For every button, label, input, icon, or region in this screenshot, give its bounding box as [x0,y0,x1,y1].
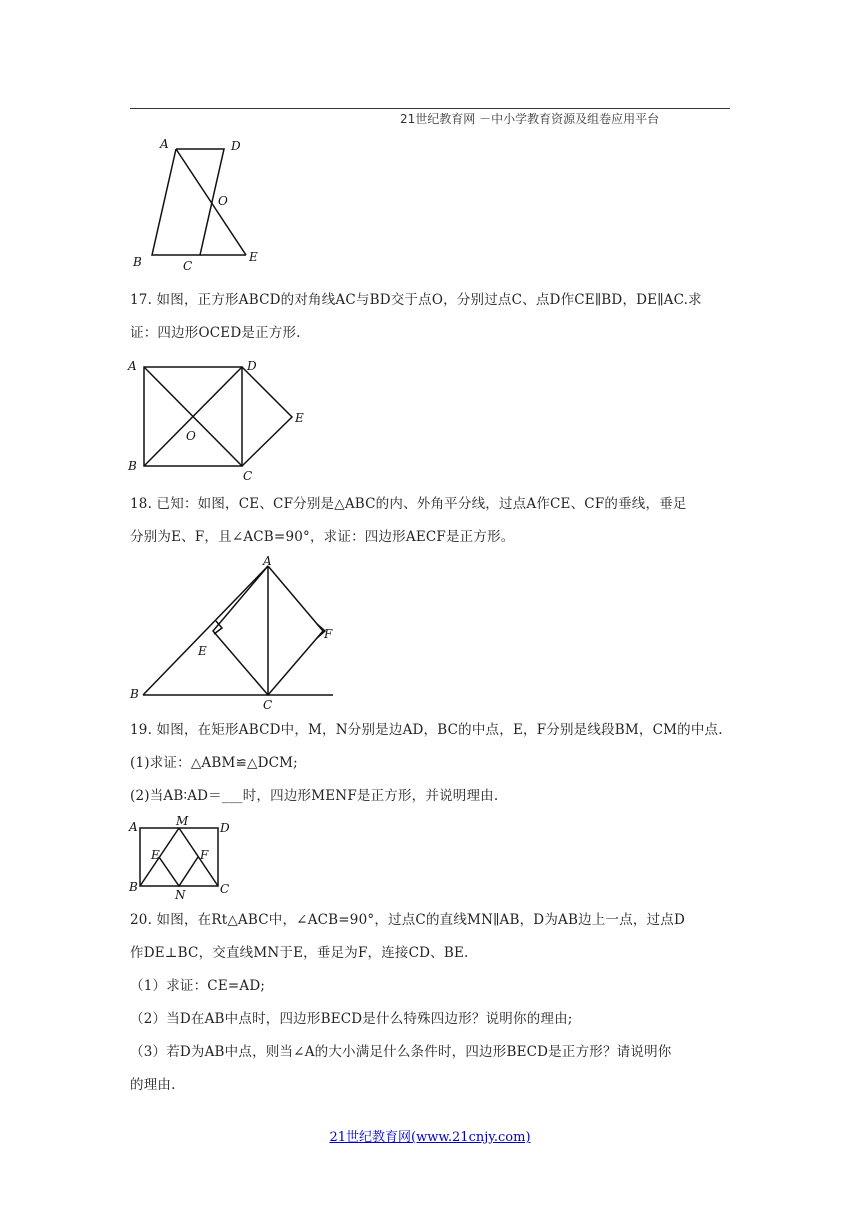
figure-16-parallelogram [128,132,268,272]
question-20-line-3: （1）求证：CE=AD; [130,978,266,994]
figure-19-label-m: M [176,814,189,828]
figure-19-label-a: A [129,820,138,834]
figure-19-label-f: F [200,848,209,862]
footer [0,1126,860,1145]
figure-16-label-d: D [231,139,241,153]
question-20-line-1: 20. 如图，在Rt△ABC中，∠ACB=90°，过点C的直线MN∥AB，D为AB边上一点，过点D [130,912,686,928]
figure-18-label-b: B [130,687,139,701]
figure-19-rectangle [126,814,242,900]
question-18 [130,488,730,554]
question-18-line-2: 分别为E、F，且∠ACB=90°，求证：四边形AECF是正方形。 [130,529,515,545]
header-rule [130,108,730,109]
figure-16-label-a: A [160,137,169,151]
figure-18-label-e: E [198,644,207,658]
figure-17-label-c: C [243,469,253,482]
question-20-line-2: 作DE⊥BC，交直线MN于E，垂足为F，连接CD、BE. [130,945,469,961]
figure-18-label-f: F [324,627,333,641]
figure-17-label-d: D [247,359,257,373]
figure-18-label-a: A [263,554,272,568]
figure-19-label-c: C [220,882,230,896]
question-20-line-5: （3）若D为AB中点，则当∠A的大小满足什么条件时，四边形BECD是正方形？请说明你 [130,1044,672,1060]
figure-16-label-c: C [183,259,193,272]
figure-19-label-n: N [175,888,186,900]
figure-19-label-e: E [151,848,160,862]
question-17 [130,284,730,350]
figure-19-label-d: D [220,821,230,835]
figure-17-label-b: B [128,459,137,473]
question-19 [130,714,730,813]
figure-17-square [126,356,316,482]
figure-19-label-b: B [129,880,138,894]
figure-16-label-b: B [133,255,142,269]
question-19-line-2: (1)求证：△ABM≌△DCM; [130,755,298,771]
question-19-line-3: (2)当AB∶AD＝___时，四边形MENF是正方形，并说明理由. [130,788,499,804]
question-17-line-1: 17. 如图，正方形ABCD的对角线AC与BD交于点O，分别过点C、点D作CE∥BD，DE∥AC.求 [130,292,702,308]
figure-16-label-o: O [218,194,228,208]
footer-link[interactable]: 21世纪教育网(www.21cnjy.com) [329,1130,531,1145]
figure-17-label-a: A [128,359,137,373]
figure-18-label-c: C [263,698,273,710]
question-20 [130,904,730,1102]
question-18-line-1: 18. 已知：如图，CE、CF分别是△ABC的内、外角平分线，过点A作CE、CF的垂线，垂足 [130,496,687,512]
figure-17-label-o: O [186,429,196,443]
question-19-line-1: 19. 如图，在矩形ABCD中，M，N分别是边AD，BC的中点，E，F分别是线段BM，CM的中点. [130,722,723,738]
header-text: 21世纪教育网 －中小学教育资源及组卷应用平台 [400,112,660,126]
figure-17-label-e: E [295,411,304,425]
question-20-line-4: （2）当D在AB中点时，四边形BECD是什么特殊四边形？说明你的理由; [130,1011,573,1027]
question-20-line-6: 的理由. [130,1077,176,1093]
figure-16-label-e: E [249,250,258,264]
figure-18-triangle [126,554,342,710]
question-17-line-2: 证：四边形OCED是正方形. [130,325,301,341]
